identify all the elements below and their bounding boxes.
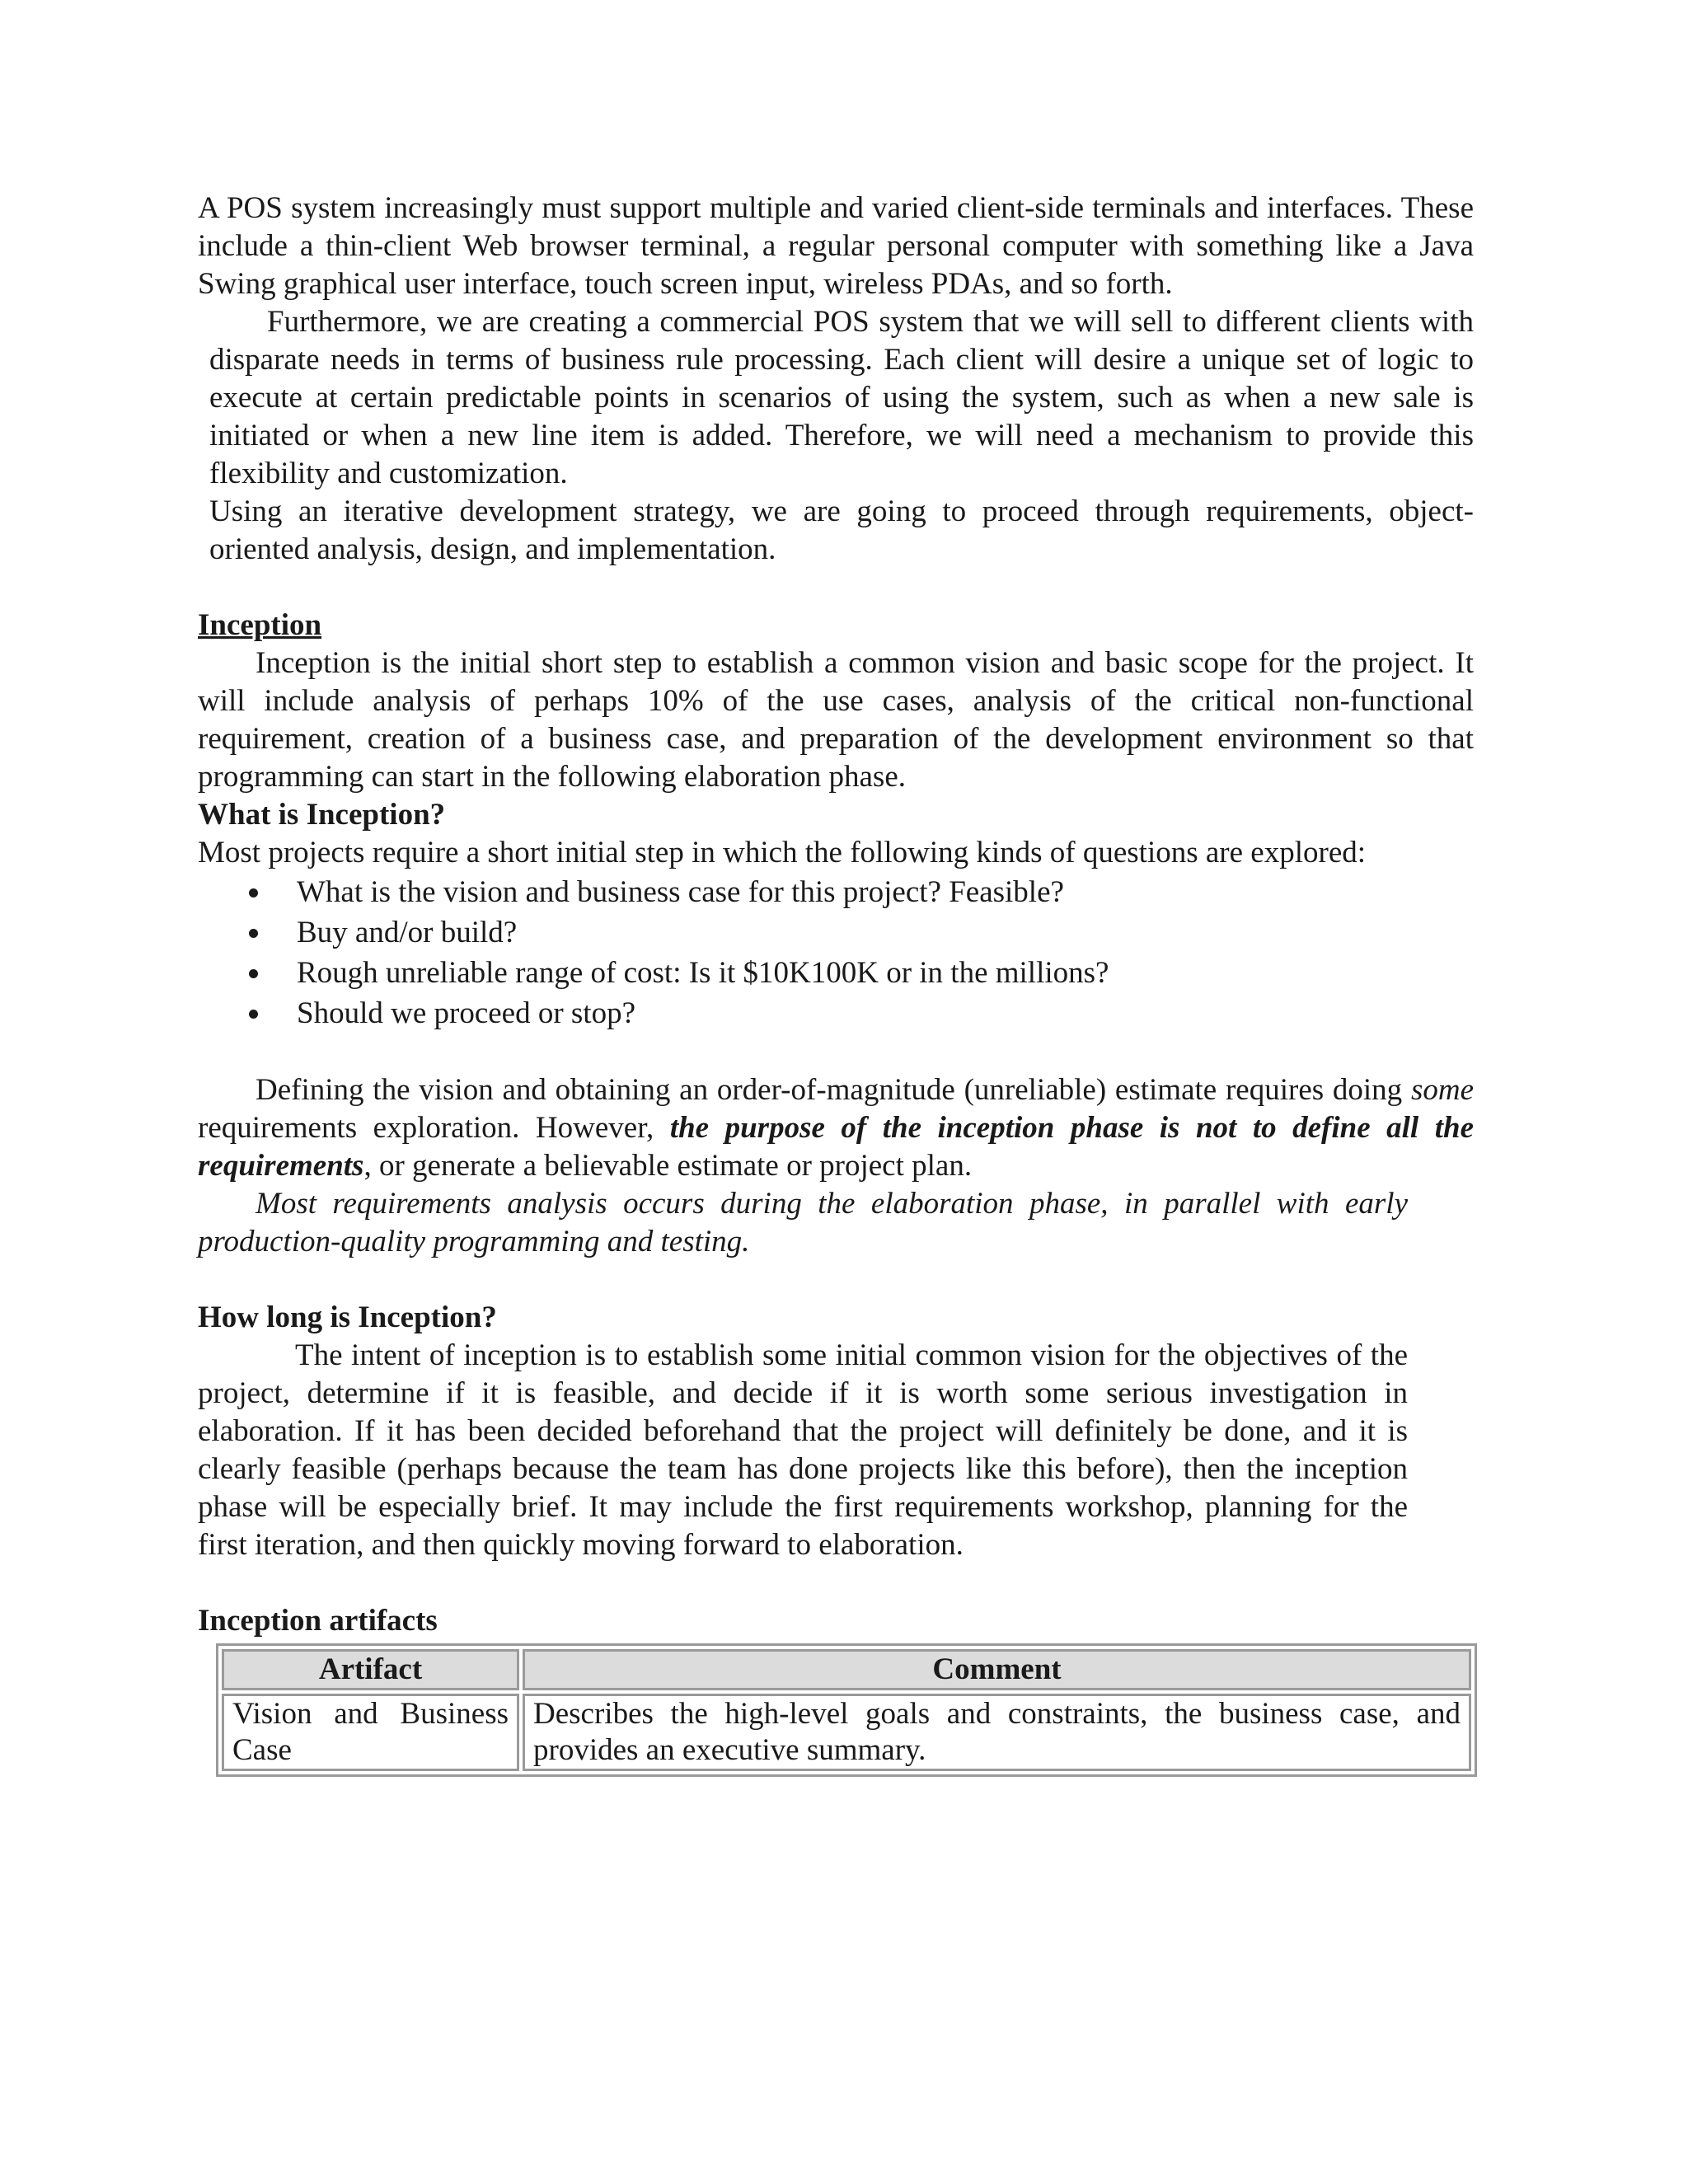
list-item-text: What is the vision and business case for this project? Feasible? bbox=[297, 875, 1064, 909]
intro-indented-block bbox=[209, 303, 1474, 569]
what-is-inception-heading: What is Inception? bbox=[198, 798, 446, 832]
list-item-text: Buy and/or build? bbox=[297, 916, 518, 949]
bullet-icon bbox=[249, 1010, 258, 1019]
list-item-text: Rough unreliable range of cost: Is it $10K100K or in the millions? bbox=[297, 956, 1109, 990]
list-item bbox=[297, 953, 1474, 993]
defining-paragraph bbox=[198, 1071, 1474, 1185]
artifacts-table bbox=[216, 1643, 1477, 1777]
inception-paragraph: Inception is the initial short step to establish a common vision and basic scope for the project. It will include analysis of perhaps 10% of the use cases, analysis of the critical non-functional requirement, creation of a business case, and preparation of the development environment so that programming can start in the following elaboration phase. bbox=[198, 646, 1474, 794]
artifacts-heading: Inception artifacts bbox=[198, 1604, 438, 1638]
defining-text-1: Defining the vision and obtaining an order-of-magnitude (unreliable) estimate requires doing bbox=[256, 1073, 1411, 1107]
spacer bbox=[198, 569, 1474, 607]
intro-paragraph-1: A POS system increasingly must support multiple and varied client-side terminals and interfaces. These include a thin-client Web browser terminal, a regular personal computer with something like a Java Swing graphical user interface, touch screen input, wireless PDAs, and so forth. bbox=[198, 191, 1474, 301]
bullet-icon bbox=[249, 888, 258, 898]
list-item bbox=[297, 993, 1474, 1033]
defining-some-emphasis: some bbox=[1410, 1073, 1474, 1107]
questions-list bbox=[198, 872, 1474, 1033]
what-is-inception-paragraph: Most projects require a short initial step in which the following kinds of questions are explored: bbox=[198, 836, 1367, 869]
column-header-artifact: Artifact bbox=[222, 1649, 519, 1690]
elaboration-note: Most requirements analysis occurs during the elaboration phase, in parallel with early production-quality programming and testing. bbox=[198, 1187, 1408, 1258]
list-item bbox=[297, 872, 1474, 912]
bullet-icon bbox=[249, 969, 258, 978]
table-row bbox=[222, 1694, 1471, 1771]
bullet-icon bbox=[249, 929, 258, 938]
column-header-comment: Comment bbox=[523, 1649, 1471, 1690]
defining-text-3: , or generate a believable estimate or project plan. bbox=[363, 1149, 973, 1183]
defining-text-2: requirements exploration. However, bbox=[198, 1111, 670, 1145]
spacer bbox=[198, 1261, 1474, 1299]
spacer bbox=[198, 1564, 1474, 1602]
how-long-heading: How long is Inception? bbox=[198, 1301, 497, 1334]
intro-paragraph-3: Using an iterative development strategy, we are going to proceed through requirements, object- oriented analysis, design, and implementation. bbox=[209, 494, 1474, 566]
comment-cell: Describes the high-level goals and constraints, the business case, and provides an executive summary. bbox=[523, 1694, 1471, 1771]
artifact-cell: Vision and Business Case bbox=[222, 1694, 519, 1771]
table-header-row bbox=[222, 1649, 1471, 1690]
intro-paragraph-2: Furthermore, we are creating a commercial POS system that we will sell to different clients with disparate needs in terms of business rule processing. Each client will desire a unique set of logic to execute at certain predictable points in scenarios of using the system, such as when a new sale is initiated or when a new line item is added. Therefore, we will need a mechanism to provide this flexibility and customization. bbox=[209, 305, 1474, 490]
document-page bbox=[198, 190, 1474, 1777]
how-long-paragraph: The intent of inception is to establish some initial common vision for the objectives of the project, determine if it is feasible, and decide if it is worth some serious investigation in elaboration. If it has been decided beforehand that the project will definitely be done, and it is clearly feasible (perhaps because the team has done projects like this before), then the inception phase will be especially brief. It may include the first requirements workshop, planning for the first iteration, and then quickly moving forward to elaboration. bbox=[198, 1338, 1408, 1562]
defining-key-emphasis: the purpose of the inception phase is not to define all the requirements bbox=[198, 1111, 1474, 1183]
inception-heading: Inception bbox=[198, 608, 322, 642]
list-item bbox=[297, 912, 1474, 953]
spacer bbox=[198, 1033, 1474, 1071]
list-item-text: Should we proceed or stop? bbox=[297, 996, 636, 1030]
